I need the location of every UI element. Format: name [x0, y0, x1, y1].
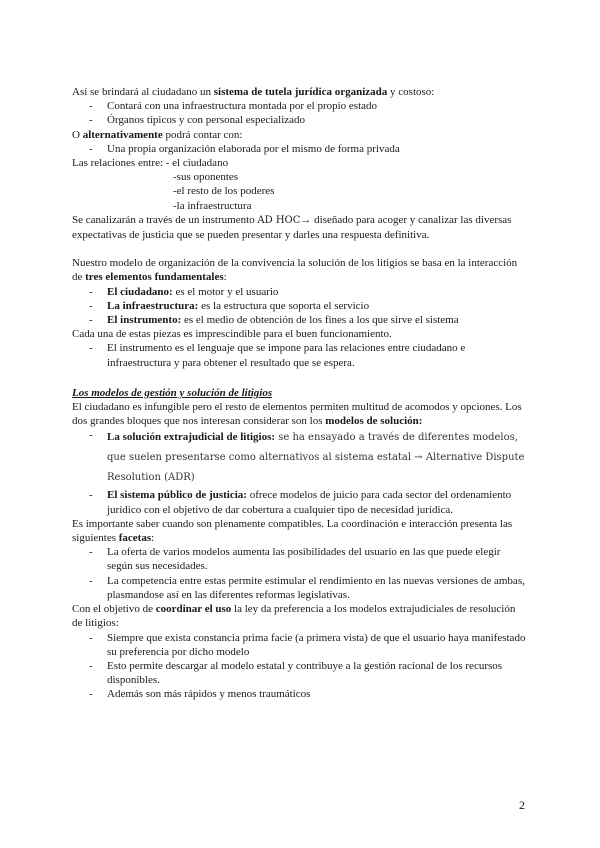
- important-text-end: :: [151, 532, 155, 545]
- list-item: [89, 428, 528, 488]
- alt-text: O: [72, 128, 83, 141]
- important-paragraph: [72, 517, 528, 545]
- relations-block: [72, 156, 528, 213]
- important-bold: facetas: [118, 532, 152, 545]
- important-text: Es importante saber cuando son plenamente compatibles. La coordinación e interacción presenta las siguientes: [72, 517, 513, 545]
- list-item: - Contará con una infraestructura montada por el propio estado: [89, 99, 528, 113]
- element-desc: es la estructura que soporta el servicio: [198, 299, 370, 312]
- element-term: La infraestructura:: [107, 299, 199, 312]
- citizen-paragraph: [72, 400, 528, 428]
- coordinate-text-end: la ley da preferencia a los modelos extrajudiciales de resolución de litigios:: [72, 603, 516, 630]
- page-number: 2: [519, 798, 525, 812]
- list-item: [89, 488, 528, 516]
- elements-list: [72, 285, 528, 328]
- spacer: [72, 242, 528, 256]
- element-term: El instrumento:: [107, 314, 182, 327]
- list-item: - La oferta de varios modelos aumenta las posibilidades del usuario en las que puede elegir según sus necesidades.: [89, 545, 528, 573]
- coordinate-bold: coordinar el uso: [155, 603, 232, 616]
- intro-text-end: y costoso:: [387, 86, 435, 98]
- intro-paragraph: [72, 85, 528, 99]
- alternative-paragraph: [72, 128, 528, 142]
- instrument-list: [72, 341, 528, 369]
- model-term: El sistema público de justicia:: [107, 489, 247, 502]
- element-term: El ciudadano:: [107, 285, 173, 298]
- alt-text-end: podrá contar con:: [162, 128, 243, 141]
- coordinate-text: Con el objetivo de: [72, 603, 156, 616]
- relations-item: -sus oponentes: [173, 171, 239, 184]
- list-item: - Una propia organización elaborada por el mismo de forma privada: [89, 142, 528, 156]
- document-body: [72, 85, 528, 702]
- facets-list: [72, 545, 528, 602]
- list-item: [89, 285, 528, 299]
- each-piece-paragraph: Cada una de estas piezas es imprescindible para el buen funcionamiento.: [72, 328, 392, 341]
- list-item: - Órganos típicos y con personal especializado: [89, 113, 528, 127]
- relations-first-line: Las relaciones entre: - el ciudadano: [72, 157, 229, 170]
- model-text-end: :: [223, 271, 227, 284]
- adhoc-term: AD HOC: [257, 214, 301, 226]
- model-text: Nuestro modelo de organización de la convivencia la solución de los litigios se basa en la interacción de: [72, 257, 518, 284]
- list-item: - Esto permite descargar al modelo estatal y contribuye a la gestión racional de los recursos disponibles.: [89, 659, 528, 687]
- alt-bold: alternativamente: [82, 128, 163, 141]
- models-list: [72, 428, 528, 516]
- model-term: La solución extrajudicial de litigios:: [107, 431, 276, 444]
- adhoc-paragraph: [72, 213, 528, 242]
- element-desc: es el motor y el usuario: [172, 285, 279, 298]
- infra-list: [72, 99, 528, 127]
- intro-bold: sistema de tutela jurídica organizada: [213, 86, 388, 98]
- private-list: [72, 142, 528, 156]
- citizen-bold: modelos de solución:: [325, 415, 423, 428]
- list-item: - El instrumento es el lenguaje que se impone para las relaciones entre ciudadano e infraestructura y para obtener el resultado que se espera.: [89, 341, 528, 369]
- relations-item: -la infraestructura: [173, 199, 252, 212]
- intro-text: Así se brindará al ciudadano un: [72, 86, 214, 98]
- adhoc-text-end: → diseñado para acoger y canalizar las diversas expectativas de justicia que se pueden presentar y darles una respuesta definitiva.: [72, 213, 512, 242]
- model-bold: tres elementos fundamentales: [85, 271, 224, 284]
- model-desc: se ha ensayado a través de diferentes modelos, que suelen presentarse como alternativos al sistema estatal → Alternative Dispute Resolution (ADR): [107, 432, 525, 484]
- list-item: - Además son más rápidos y menos traumáticos: [89, 687, 528, 701]
- spacer: [72, 370, 528, 384]
- model-desc: ofrece modelos de juicio para cada sector del ordenamiento jurídico con el objetivo de dar cobertura a cualquier tipo de necesidad jurídica.: [107, 489, 512, 516]
- citizen-text: El ciudadano es infungible pero el resto de elementos permiten multitud de acomodos y opciones. Los dos grandes bloques que nos interesan considerar son los: [72, 401, 522, 428]
- preference-list: [72, 631, 528, 702]
- list-item: - Siempre que exista constancia prima facie (a primera vista) de que el usuario haya manifestado su preferencia por dicho modelo: [89, 631, 528, 659]
- model-paragraph: [72, 256, 528, 284]
- list-item: [89, 313, 528, 327]
- list-item: - La competencia entre estas permite estimular el rendimiento en las nuevas versiones de ambas, plasmandose así en las diferentes reformas legislativas.: [89, 574, 528, 602]
- coordinate-paragraph: [72, 602, 528, 630]
- section-heading: Los modelos de gestión y solución de litigios: [72, 386, 273, 399]
- element-desc: es el medio de obtención de los fines a los que sirve el sistema: [181, 314, 459, 327]
- relations-item: -el resto de los poderes: [173, 185, 275, 198]
- adhoc-text: Se canalizarán a través de un instrumento: [72, 213, 258, 226]
- list-item: [89, 299, 528, 313]
